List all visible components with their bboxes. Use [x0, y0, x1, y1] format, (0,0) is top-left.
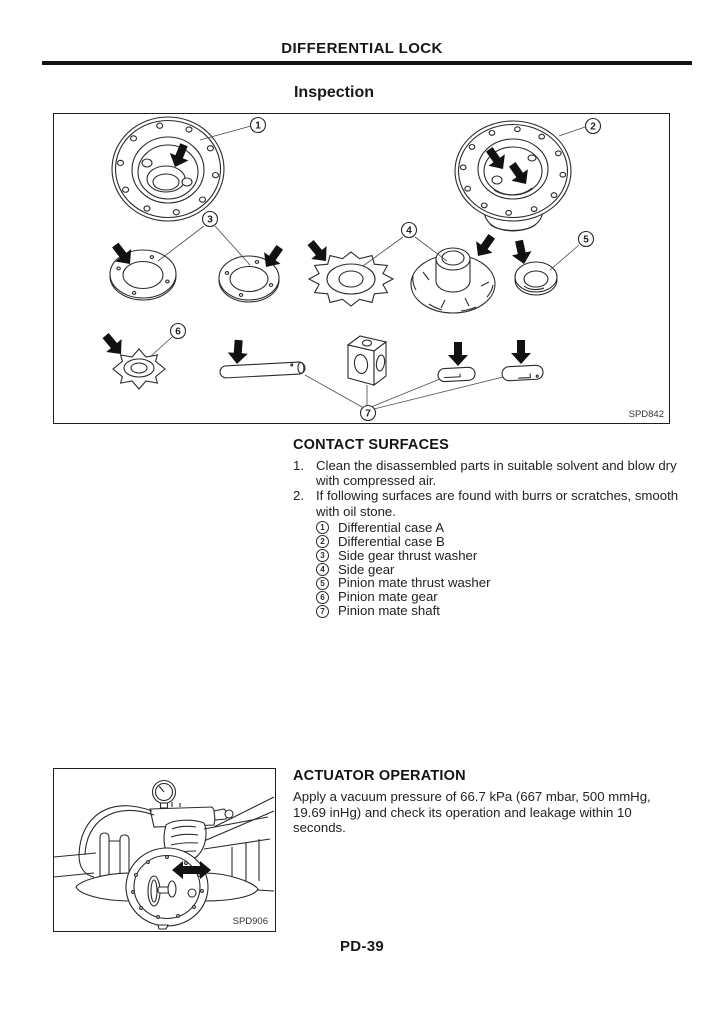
- circled-number: 1: [316, 521, 329, 534]
- cross-block-drawing: [348, 336, 386, 385]
- section-title: Inspection: [293, 84, 374, 101]
- part-label: Pinion mate gear: [338, 589, 438, 605]
- svg-text:7: 7: [365, 408, 371, 420]
- header-rule: [42, 61, 692, 65]
- actuator-operation-heading: ACTUATOR OPERATION: [293, 768, 466, 784]
- side-gear-drawing: [303, 231, 500, 313]
- inspection-figure: [53, 113, 670, 424]
- svg-text:2: 2: [590, 121, 596, 133]
- actuator-figure: [53, 768, 276, 932]
- circled-number: 3: [316, 549, 329, 562]
- step-number: 2.: [293, 488, 304, 504]
- contact-surfaces-heading: CONTACT SURFACES: [293, 437, 449, 453]
- list-item: [316, 576, 679, 590]
- circled-number: 7: [316, 605, 329, 618]
- figure-code: SPD906: [232, 916, 268, 927]
- part-label: Side gear: [338, 561, 395, 577]
- wear-arrow-icon: [470, 231, 500, 262]
- step-2: [293, 488, 679, 518]
- part-label: Pinion mate thrust washer: [338, 575, 491, 591]
- svg-text:1: 1: [255, 120, 261, 132]
- part-label: Differential case B: [338, 533, 445, 549]
- pinion-mate-shaft-drawing: [220, 336, 544, 385]
- list-item: [316, 521, 679, 535]
- step-text: Clean the disassembled parts in suitable solvent and blow dry with compressed air.: [316, 458, 677, 489]
- circled-number: 4: [316, 563, 329, 576]
- contact-surfaces-section: [293, 437, 679, 618]
- step-text: If following surfaces are found with burrs or scratches, smooth with oil stone.: [316, 488, 679, 519]
- figure-code: SPD842: [628, 409, 664, 420]
- list-item: [316, 604, 679, 618]
- svg-text:6: 6: [175, 326, 181, 338]
- page-title: DIFFERENTIAL LOCK: [281, 40, 443, 57]
- actuator-figure-drawing: [54, 769, 274, 930]
- pinion-mate-gear-drawing: [98, 329, 165, 389]
- svg-text:5: 5: [583, 234, 589, 246]
- differential-case-a-drawing: [112, 117, 224, 221]
- actuator-operation-body: Apply a vacuum pressure of 66.7 kPa (667 mbar, 500 mmHg, 19.69 inHg) and check its operation and leakage within 10 seconds.: [293, 789, 651, 836]
- circled-number: 2: [316, 535, 329, 548]
- list-item: [316, 535, 679, 549]
- wear-arrow-icon: [509, 238, 534, 266]
- step-1: [293, 458, 679, 488]
- list-item: [316, 590, 679, 604]
- part-label: Differential case A: [338, 519, 445, 535]
- pinion-mate-thrust-washer-drawing: [509, 238, 557, 295]
- svg-text:4: 4: [406, 225, 412, 237]
- side-gear-thrust-washer-drawing: [107, 239, 288, 302]
- page-number: PD-39: [339, 938, 385, 955]
- actuator-operation-section: [293, 768, 679, 836]
- part-label: Pinion mate shaft: [338, 603, 440, 619]
- wear-arrow-icon: [448, 342, 468, 366]
- svg-text:3: 3: [207, 214, 213, 226]
- circled-number: 5: [316, 577, 329, 590]
- step-number: 1.: [293, 458, 304, 473]
- inspection-figure-drawing: [54, 114, 668, 422]
- list-item: [316, 563, 679, 577]
- part-label: Side gear thrust washer: [338, 547, 478, 563]
- parts-list: [316, 521, 679, 618]
- list-item: [316, 549, 679, 563]
- differential-case-b-drawing: [455, 121, 571, 231]
- circled-number: 6: [316, 591, 329, 604]
- wear-arrow-icon: [511, 340, 531, 364]
- wear-arrow-icon: [227, 339, 249, 364]
